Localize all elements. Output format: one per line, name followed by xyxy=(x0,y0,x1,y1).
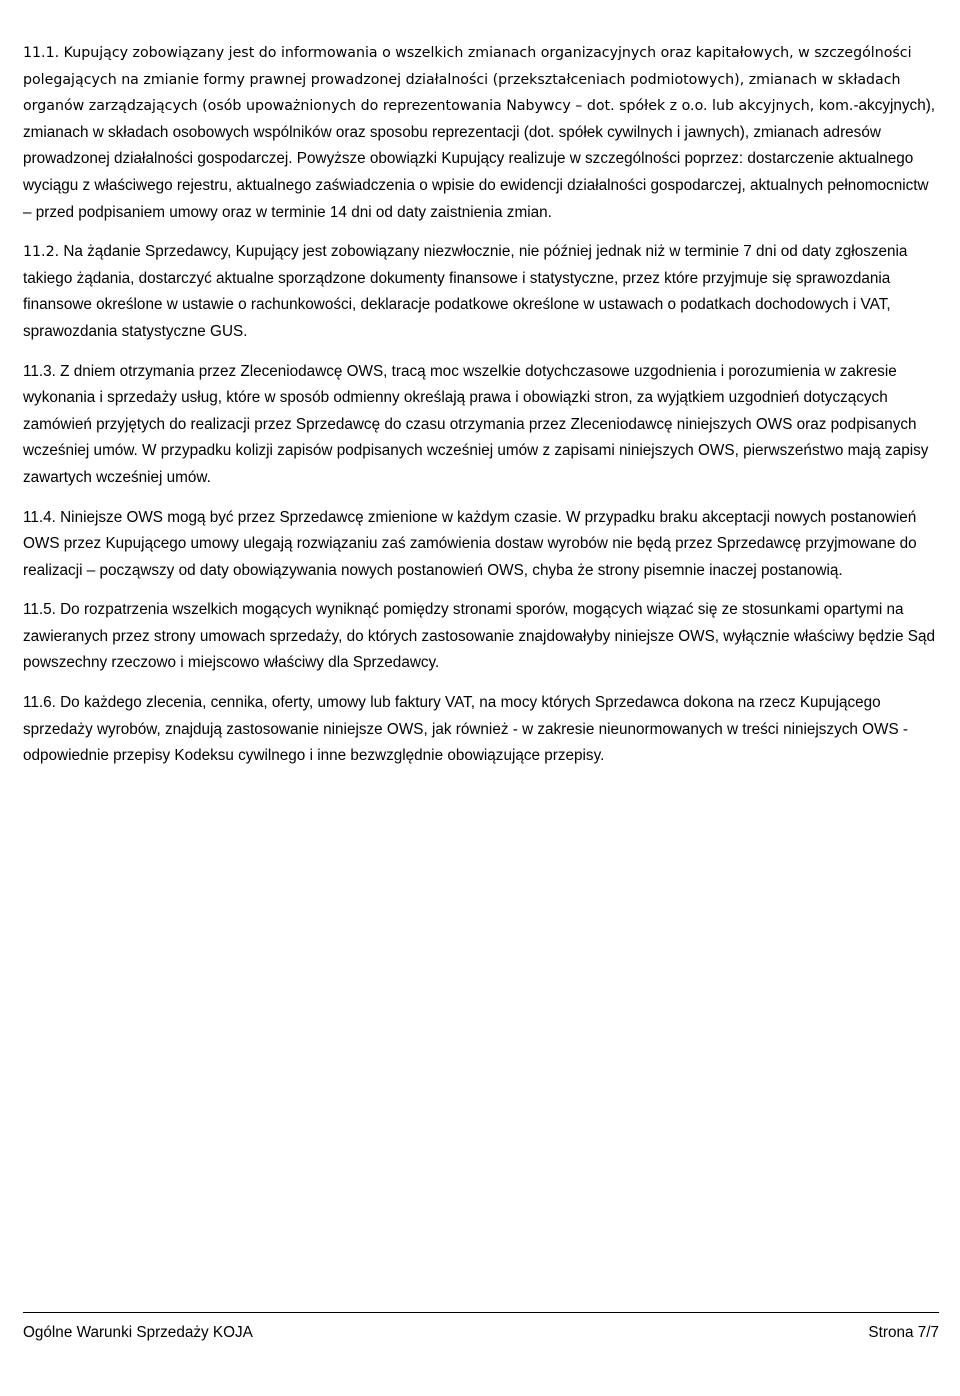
paragraph-11-2-text: Na żądanie Sprzedawcy, Kupujący jest zobowiązany niezwłocznie, nie później jednak niż w terminie 7 dni od daty zgłoszenia takiego żądania, dostarczyć aktualne sporządzone dokumenty finansowe i statystyczne, przez które przyjmuje się sprawozdania finansowe określone w ustawie o rachunkowości, deklaracje podatkowe określone w ustawach o podatkach dochodowych i VAT, sprawozdania statystyczne GUS. xyxy=(23,243,908,340)
footer-divider xyxy=(23,1312,939,1313)
paragraph-11-4 xyxy=(23,505,939,585)
paragraph-11-1-text-b: -akcyjnych), zmianach w składach osobowych wspólników oraz sposobu reprezentacji (dot. spółek cywilnych i jawnych), zmianach adresów prowadzonej działalności gospodarczej. Powyższe obowiązki Kupujący realizuje w szczególności poprzez: dostarczenie aktualnego wyciągu z właściwego rejestru, aktualnego zaświadczenia o wpisie do ewidencji działalności gospodarczej, aktualnych pełnomocnictw – przed podpisaniem umowy oraz w terminie 14 dni od daty zaistnienia zmian. xyxy=(23,97,936,221)
footer-document-title: Ogólne Warunki Sprzedaży KOJA xyxy=(23,1324,253,1341)
paragraph-11-4-text: 11.4. Niniejsze OWS mogą być przez Sprzedawcę zmienione w każdym czasie. W przypadku braku akceptacji nowych postanowień OWS przez Kupującego umowy ulegają rozwiązaniu zaś zamówienia dostaw wyrobów nie będą przez Sprzedawcę przyjmowane do realizacji – począwszy od daty obowiązywania nowych postanowień OWS, chyba że strony pisemnie inaczej postanowią. xyxy=(23,508,917,579)
paragraph-11-1-text-a: 11.1. Kupujący zobowiązany jest do informowania o wszelkich zmianach organizacyjnych oraz kapitałowych, w szczególności polegających na zmianie formy prawnej prowadzonej działalności (przekształceniach podmiotowych), zmianach w składach organów zarządzających (osób upoważnionych do reprezentowania Nabywcy – dot. spółek z o.o. lub akcyjnych, kom. xyxy=(23,45,912,115)
paragraph-11-6 xyxy=(23,690,939,770)
paragraph-11-5-text: 11.5. Do rozpatrzenia wszelkich mogących wyniknąć pomiędzy stronami sporów, mogących wiązać się ze stosunkami opartymi na zawieranych przez strony umowach sprzedaży, do których zastosowanie znajdowałyby niniejsze OWS, wyłącznie właściwy będzie Sąd powszechny rzeczowo i miejscowo właściwy dla Sprzedawcy. xyxy=(23,601,935,672)
paragraph-11-3 xyxy=(23,359,939,492)
paragraph-11-1 xyxy=(23,40,939,226)
paragraph-11-3-text: 11.3. Z dniem otrzymania przez Zleceniodawcę OWS, tracą moc wszelkie dotychczasowe uzgodnienia i porozumienia w zakresie wykonania i sprzedaży usług, które w sposób odmienny określają prawa i obowiązki stron, za wyjątkiem uzgodnień dotyczących zamówień przyjętych do realizacji przez Sprzedawcę do czasu otrzymania przez Zleceniodawcę niniejszych OWS oraz podpisanych wcześniej umów. W przypadku kolizji zapisów podpisanych wcześniej umów z zapisami niniejszych OWS, pierwszeństwo mają zapisy zawartych wcześniej umów. xyxy=(23,362,929,486)
page-footer xyxy=(23,1322,939,1344)
paragraph-11-2 xyxy=(23,239,939,345)
paragraph-11-5 xyxy=(23,597,939,677)
footer-page-number: Strona 7/7 xyxy=(868,1324,939,1341)
paragraph-11-2-number: 11.2. xyxy=(23,244,60,261)
paragraph-11-6-text: 11.6. Do każdego zlecenia, cennika, oferty, umowy lub faktury VAT, na mocy których Sprzedawca dokona na rzecz Kupującego sprzedaży wyrobów, znajdują zastosowanie niniejsze OWS, jak również - w zakresie nieunormowanych w treści niniejszych OWS - odpowiednie przepisy Kodeksu cywilnego i inne bezwzględnie obowiązujące przepisy. xyxy=(23,694,909,765)
document-body xyxy=(23,40,939,783)
